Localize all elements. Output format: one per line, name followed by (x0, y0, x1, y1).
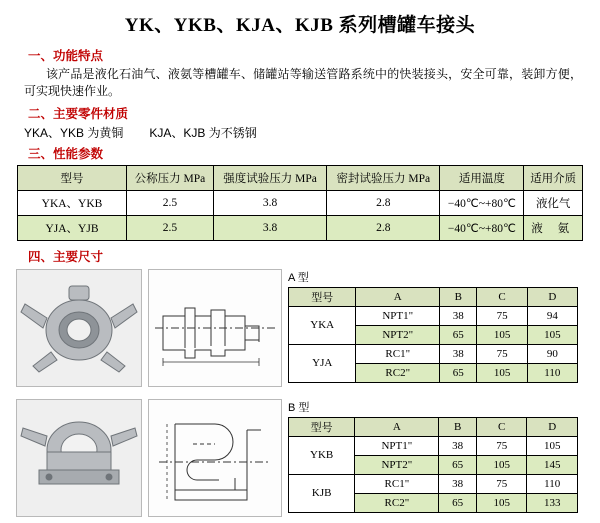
performance-table (17, 165, 583, 241)
perf-cell-strength: 3.8 (213, 215, 326, 240)
section-heading-dimensions: 四、主要尺寸 (28, 249, 104, 264)
dim-b-cell-b: 38 (439, 436, 477, 455)
dim-a-cell-b: 65 (440, 325, 477, 344)
dim-b-cell-c: 75 (476, 474, 527, 493)
dim-b-cell-a: NPT1" (355, 436, 439, 455)
perf-cell-model: YKA、YKB (18, 190, 127, 215)
perf-cell-temp: −40℃~+80℃ (440, 215, 524, 240)
perf-col-model: 型号 (18, 165, 127, 190)
section-heading-material: 二、主要零件材质 (28, 106, 129, 121)
table-wrap-b (280, 399, 590, 513)
material-left: YKA、YKB 为黄铜 (24, 125, 124, 140)
dim-a-col-d: D (527, 287, 577, 306)
dim-a-cell-d: 90 (527, 344, 577, 363)
dimension-table-b (288, 417, 578, 513)
dim-b-cell-a: RC2" (355, 493, 439, 512)
dim-a-cell-b: 65 (440, 363, 477, 382)
perf-col-medium: 适用介质 (524, 165, 583, 190)
dim-a-cell-c: 105 (477, 325, 527, 344)
dimension-table-a (288, 287, 578, 383)
technical-drawing-a (148, 269, 282, 387)
perf-cell-nominal: 2.5 (127, 215, 214, 240)
perf-col-seal: 密封试验压力 MPa (327, 165, 440, 190)
perf-cell-temp: −40℃~+80℃ (440, 190, 524, 215)
dim-a-cell-d: 105 (527, 325, 577, 344)
dim-a-col-b: B (440, 287, 477, 306)
dim-a-cell-a: NPT1" (356, 306, 440, 325)
dim-a-cell-c: 105 (477, 363, 527, 382)
table-row (289, 306, 578, 325)
images-b (10, 399, 280, 523)
dim-a-col-model: 型号 (289, 287, 356, 306)
dim-b-cell-d: 110 (527, 474, 578, 493)
dim-a-cell-a: RC1" (356, 344, 440, 363)
table-row (289, 436, 578, 455)
material-right: KJA、KJB 为不锈钢 (149, 125, 257, 140)
section-heading-features: 一、功能特点 (28, 49, 104, 63)
table-wrap-a (280, 269, 590, 383)
dimensions-section (10, 269, 590, 523)
dim-a-col-c: C (477, 287, 527, 306)
table-row (18, 215, 583, 240)
dim-a-cell-b: 38 (440, 306, 477, 325)
dim-b-cell-d: 133 (527, 493, 578, 512)
perf-col-nominal: 公称压力 MPa (127, 165, 214, 190)
dim-b-cell-c: 105 (476, 455, 527, 474)
technical-drawing-b (148, 399, 282, 517)
images-a (10, 269, 280, 393)
dim-b-cell-model: KJB (289, 474, 355, 512)
label-type-b: B 型 (288, 401, 310, 414)
dim-b-cell-a: RC1" (355, 474, 439, 493)
dim-b-cell-c: 105 (476, 493, 527, 512)
dim-a-cell-b: 38 (440, 344, 477, 363)
table-header-row (289, 417, 578, 436)
perf-cell-seal: 2.8 (327, 190, 440, 215)
perf-cell-medium: 液化气 (524, 190, 583, 215)
table-row (18, 190, 583, 215)
dimension-block-a (10, 269, 590, 393)
dim-a-cell-c: 75 (477, 306, 527, 325)
table-header-row (289, 287, 578, 306)
dim-a-cell-a: NPT2" (356, 325, 440, 344)
dim-b-col-b: B (439, 417, 477, 436)
features-text: 该产品是液化石油气、液氨等槽罐车、储罐站等输送管路系统中的快装接头，安全可靠，装卸方便，可实现快速作业。 (24, 67, 582, 99)
dim-b-col-model: 型号 (289, 417, 355, 436)
dim-b-col-a: A (355, 417, 439, 436)
section-heading-performance: 三、性能参数 (28, 146, 104, 161)
dim-b-cell-d: 105 (527, 436, 578, 455)
dim-b-cell-b: 65 (439, 455, 477, 474)
dim-a-cell-model: YKA (289, 306, 356, 344)
perf-cell-medium: 液 氨 (524, 215, 583, 240)
dim-b-cell-b: 65 (439, 493, 477, 512)
dim-a-cell-model: YJA (289, 344, 356, 382)
dim-b-col-c: C (476, 417, 527, 436)
table-row (289, 344, 578, 363)
dim-b-cell-d: 145 (527, 455, 578, 474)
dim-a-cell-d: 94 (527, 306, 577, 325)
material-line (24, 124, 590, 141)
perf-col-temp: 适用温度 (440, 165, 524, 190)
dim-b-cell-c: 75 (476, 436, 527, 455)
page-title: YK、YKB、KJA、KJB 系列槽罐车接头 (124, 15, 476, 36)
dim-a-cell-a: RC2" (356, 363, 440, 382)
table-header-row (18, 165, 583, 190)
dim-b-col-d: D (527, 417, 578, 436)
dim-b-cell-a: NPT2" (355, 455, 439, 474)
dimension-block-b (10, 399, 590, 523)
table-row (289, 474, 578, 493)
perf-cell-nominal: 2.5 (127, 190, 214, 215)
label-type-a: A 型 (288, 271, 309, 284)
dim-a-col-a: A (356, 287, 440, 306)
perf-cell-seal: 2.8 (327, 215, 440, 240)
dim-a-cell-c: 75 (477, 344, 527, 363)
dim-a-cell-d: 110 (527, 363, 577, 382)
dim-b-cell-model: YKB (289, 436, 355, 474)
product-photo-a (16, 269, 142, 387)
perf-col-strength: 强度试验压力 MPa (213, 165, 326, 190)
dim-b-cell-b: 38 (439, 474, 477, 493)
perf-cell-strength: 3.8 (213, 190, 326, 215)
perf-cell-model: YJA、YJB (18, 215, 127, 240)
product-photo-b (16, 399, 142, 517)
